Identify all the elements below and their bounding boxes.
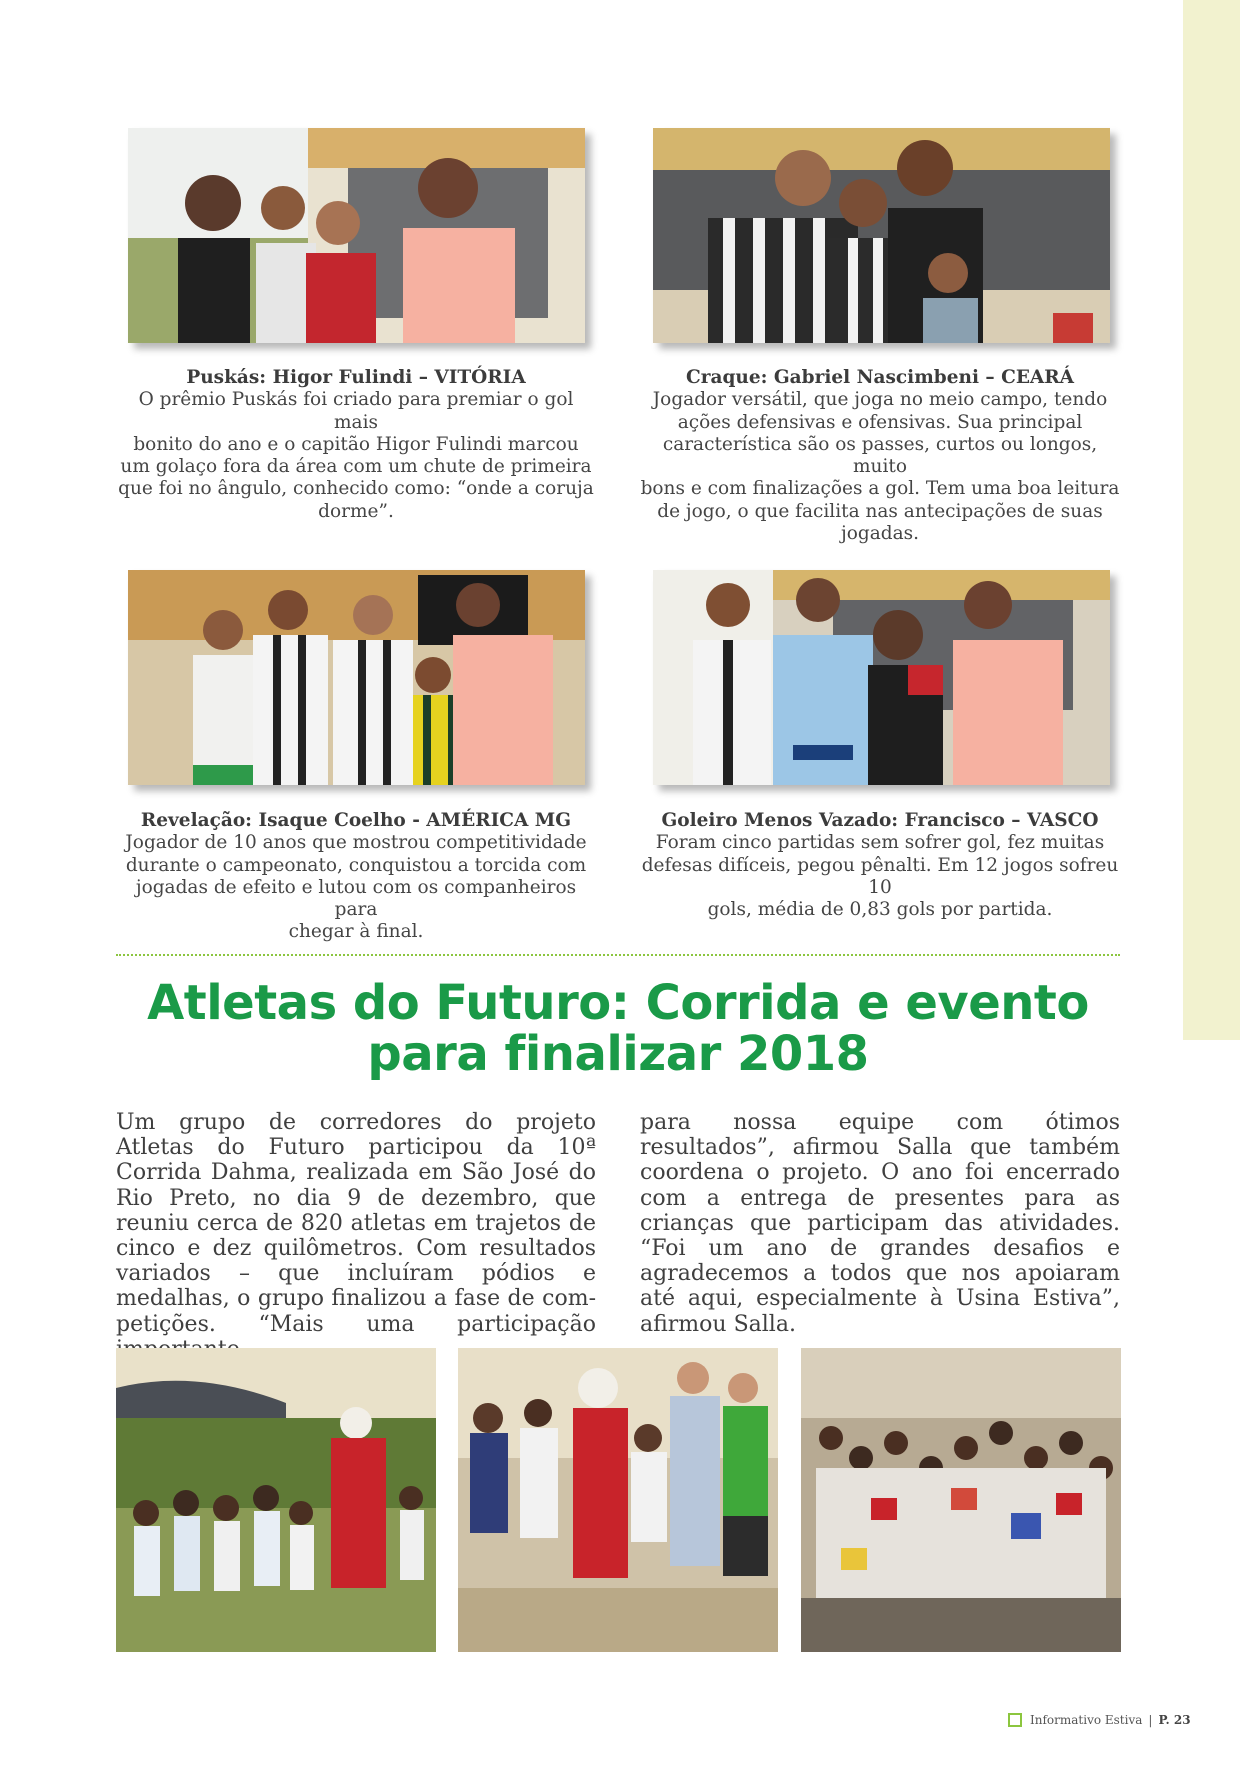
caption-revelacao bbox=[116, 810, 596, 944]
caption-line: que foi no ângulo, conhecido como: “onde a coruja bbox=[118, 478, 594, 500]
footer-square-icon bbox=[1008, 1713, 1022, 1727]
caption-line: Jogador versátil, que joga no meio campo, tendo bbox=[652, 389, 1108, 411]
photo-revelacao bbox=[128, 570, 585, 785]
photo-group-gifts bbox=[458, 1348, 778, 1652]
photo-craque bbox=[653, 128, 1110, 343]
article-column-1: Um grupo de corredores do projeto Atletas do Futuro participou da 10ª Corrida Dahma, realizada em São José do Rio Preto, no dia 9 de dezembro, que reuniu cerca de 820 atletas em trajetos de cinco e dez quilômetros. Com resultados variados – que incluíram pódios e medalhas, o grupo finalizou a fase de competições. “Mais uma participação bbox=[116, 1110, 596, 1337]
caption-line: durante o campeonato, conquistou a torcida com bbox=[125, 854, 587, 876]
photo-children-party bbox=[801, 1348, 1121, 1652]
caption-line: chegar à final. bbox=[288, 921, 424, 943]
caption-title: Goleiro Menos Vazado: Francisco – VASCO bbox=[661, 810, 1099, 831]
caption-line: gols, média de 0,83 gols por partida. bbox=[707, 899, 1053, 921]
caption-line: dorme”. bbox=[318, 500, 394, 522]
photo-santa-field bbox=[116, 1348, 436, 1652]
caption-puskas bbox=[116, 367, 596, 523]
footer-publication: Informativo Estiva bbox=[1030, 1713, 1143, 1727]
caption-line: característica são os passes, curtos ou longos, muito bbox=[662, 433, 1098, 478]
article-column-2: para nossa equipe com ótimos resultados”, afirmou Salla que também coordena o projeto. O ano foi encerrado com a entrega de presentes para as crianças que participam das atividades. “Foi um ano de grandes desafios e agradecemos a todos que nos apoiaram até aqui, especialmente à Usina Estiva”, afirmou Salla. bbox=[640, 1110, 1120, 1337]
side-stripe bbox=[1183, 0, 1240, 1040]
photo-puskas bbox=[128, 128, 585, 343]
caption-line: de jogo, o que facilita nas antecipações de suas bbox=[657, 500, 1103, 522]
article-headline bbox=[116, 975, 1120, 1082]
caption-title: Puskás: Higor Fulindi – VITÓRIA bbox=[186, 367, 526, 388]
caption-line: jogadas de efeito e lutou com os companheiros para bbox=[135, 876, 577, 921]
section-divider bbox=[116, 954, 1120, 956]
photo-goleiro bbox=[653, 570, 1110, 785]
page-footer bbox=[1008, 1710, 1191, 1730]
caption-craque bbox=[640, 367, 1120, 545]
caption-line: defesas difíceis, pegou pênalti. Em 12 jogos sofreu 10 bbox=[641, 854, 1119, 898]
caption-line: ações defensivas e ofensivas. Sua principal bbox=[677, 411, 1083, 433]
caption-line: O prêmio Puskás foi criado para premiar o gol mais bbox=[138, 389, 574, 433]
footer-separator: | bbox=[1148, 1713, 1153, 1727]
footer-page-number: P. 23 bbox=[1158, 1713, 1191, 1727]
caption-line: bonito do ano e o capitão Higor Fulindi marcou bbox=[133, 433, 579, 455]
caption-goleiro bbox=[640, 810, 1120, 921]
headline-line-2: para finalizar 2018 bbox=[367, 1026, 869, 1082]
caption-line: Jogador de 10 anos que mostrou competitividade bbox=[125, 832, 587, 854]
caption-title: Revelação: Isaque Coelho - AMÉRICA MG bbox=[140, 810, 572, 831]
caption-line: um golaço fora da área com um chute de primeira bbox=[120, 456, 592, 478]
caption-line: Foram cinco partidas sem sofrer gol, fez muitas bbox=[655, 832, 1105, 854]
headline-line-1: Atletas do Futuro: Corrida e evento bbox=[147, 975, 1089, 1031]
caption-line: bons e com finalizações a gol. Tem uma boa leitura bbox=[640, 478, 1120, 500]
caption-line: jogadas. bbox=[841, 523, 919, 545]
caption-title: Craque: Gabriel Nascimbeni – CEARÁ bbox=[685, 367, 1075, 388]
